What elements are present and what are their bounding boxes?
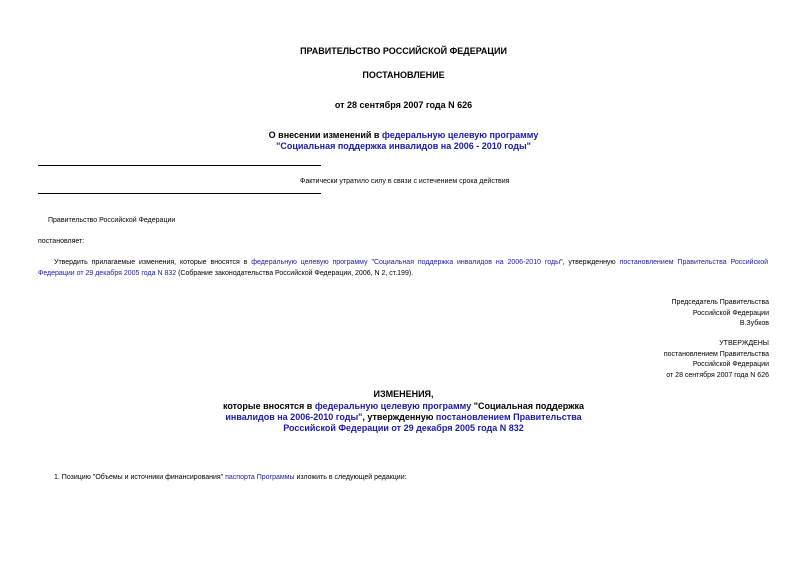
signature-name: В.Зубков [739,320,769,327]
changes-line2-suffix: "Социальная поддержка [471,401,584,411]
program-name-link[interactable]: "Социальная поддержка инвалидов на 2006 - 2010 годы" [276,141,531,151]
approved-line2: постановлением Правительства [663,350,769,358]
changes-line4 [0,423,807,433]
changes-heading: ИЗМЕНЕНИЯ, [373,389,434,399]
changes-program-link[interactable]: федеральную целевую программу [314,401,472,411]
changes-line2-prefix: которые вносятся в [222,401,315,411]
approved-line3: Российской Федерации [692,361,769,368]
title-prefix: О внесении изменений в [268,130,382,140]
changes-program-name-link[interactable]: инвалидов на 2006-2010 годы" [225,412,363,422]
changes-resolution-link-part1[interactable]: постановлением Правительства [435,412,582,422]
changes-line3-mid: , утвержденную [362,412,436,422]
item-1-text [54,474,407,481]
para-program-name-link[interactable]: Социальная поддержка инвалидов на 2006-2010 годы [373,259,561,266]
item1-prefix: 1. Позицию "Объемы и источники финансирования" [54,474,226,481]
issuer-text: Правительство Российской Федерации [48,217,176,224]
para-resolution-link[interactable]: постановлением Правительства Российской Федерации от 29 декабря 2005 года N 832 [38,259,769,277]
status-note: Фактически утратило силу в связи с истечением срока действия [300,178,510,185]
changes-resolution-link-part2[interactable]: Российской Федерации от 29 декабря 2005 года N 832 [283,423,524,433]
para-text-1: Утвердить прилагаемые изменения, которые вносятся в [54,259,252,266]
decrees-text: постановляет: [38,238,85,245]
approved-block [664,339,769,381]
main-paragraph [38,257,768,279]
para-program-link[interactable]: федеральную целевую программу [251,259,368,266]
para-text-3: ", утвержденную [560,259,620,266]
doc-type-heading: ПОСТАНОВЛЕНИЕ [362,70,445,80]
divider-bottom [38,193,321,194]
decree-title-line2 [0,141,807,151]
para-text-4: (Собрание законодательства Российской Федерации, 2006, N 2, ст.199). [176,270,414,277]
program-link[interactable]: федеральную целевую программу [381,130,539,140]
signature-position-line2: Российской Федерации [692,309,769,317]
signature-position-line1: Председатель Правительства [671,299,769,306]
decree-title-line1 [0,130,807,140]
government-heading: ПРАВИТЕЛЬСТВО РОССИЙСКОЙ ФЕДЕРАЦИИ [300,46,507,56]
para-text-2: " [367,259,374,266]
divider-top [38,165,321,166]
item1-suffix: изложить в следующей редакции: [294,474,407,481]
changes-line3 [0,412,807,422]
passport-link[interactable]: паспорта Программы [225,474,295,481]
changes-line2 [0,401,807,411]
approved-line4: от 28 сентября 2007 года N 626 [666,371,769,379]
signature-block [672,298,769,330]
decree-date-number: от 28 сентября 2007 года N 626 [334,100,473,110]
approved-line1: УТВЕРЖДЕНЫ [719,340,769,347]
